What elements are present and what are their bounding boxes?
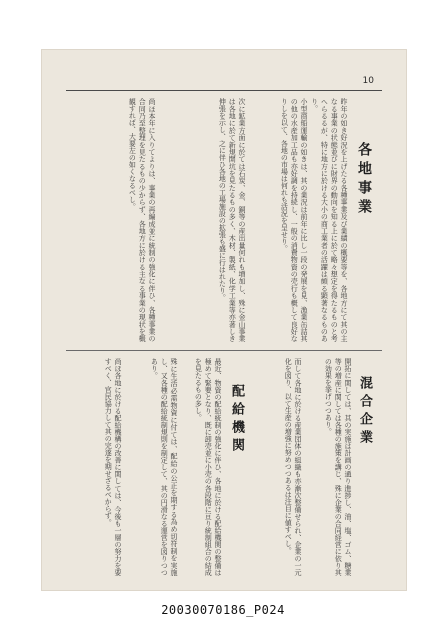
body-column xyxy=(70,98,156,342)
paragraph: 殊に生活必需物資に付ては、配給の公正を期する為め切符制を実施し、又各種の配給統制規則を制定して、其の円滑なる運営を図りつつあり。 xyxy=(150,358,178,576)
paragraph: 昨年の如き好況を上げたる各種事業及び業績の概要等を、各地方にて其の主なる事業の状態並びに財界の動向を知る上に於て略々想定を得たるものと考へらるるが、特に地方に於ける大小の商工業者の活躍は頗る顕著なるものあり。 xyxy=(310,98,348,342)
section-divider xyxy=(66,350,382,351)
paragraph: 尚ほ本年に入りてよりは、事業の再編成並に統制の強化に伴ひ、各種事業の合同乃至整理を見たるもの少からず、各地方に於ける主なる事業の現状を概観すれば、大要左の如くなるべし。 xyxy=(128,98,156,342)
paragraph: 而して各地に於ける産業団体の組織も亦漸次整備せられ、企業の一元化を図り、以て生産の増強に努めつつあるは注目に値すべし。 xyxy=(284,358,302,576)
paragraph: 開拓に関しては、其の実施は計画の通り進捗し、油、塩、ゴム、糖業等の増産に関しては各種の施策を講じ、殊に企業の合同経営に依り其の効果を挙げつつあり。 xyxy=(324,358,352,576)
document-page xyxy=(42,50,406,590)
image-caption: 20030070186_P024 xyxy=(161,603,285,617)
paragraph: 小型商船運輸の如きは、其の業況は前年に比し一段の発展を見、漁業缶詰其の他の水産加工品も亦好調を持続し、一般の消費物資の売行も概して良好なりしを以て、各地の市場は何れも活況を呈せり。 xyxy=(280,98,308,342)
body-column xyxy=(258,358,302,576)
paragraph: 次に鉱業方面に於ては石炭、金、銅等の産出量何れも増加し、殊に金山事業は各地に於て新規開坑を見たるもの多く、木材、製紙、化学工業等亦著しき伸張を示し、之に伴ひ各地の工場施設の拡張も盛に行はれたり。 xyxy=(218,98,246,342)
section-heading-joint: 混合企業 xyxy=(357,376,372,448)
body-column xyxy=(310,98,348,342)
body-column xyxy=(252,98,308,342)
paragraph: 尚ほ各地に於ける配給機構の改善に関しては、今後も一層の努力を要すべく、官民協力して其の完遂を期せざるべからず。 xyxy=(104,358,122,576)
top-rule xyxy=(66,90,382,91)
section-heading-distribution: 配給機関 xyxy=(229,384,244,456)
page-number: 10 xyxy=(362,76,374,86)
paragraph: 最近、物資の配給統制の強化に伴ひ、各地に於ける配給機関の整備は極めて緊要となり、既に卸売並に小売の各段階に亘り統制組合の結成を見たるもの多し。 xyxy=(194,358,222,576)
body-column xyxy=(162,98,246,342)
body-column xyxy=(128,358,178,576)
body-column xyxy=(308,358,352,576)
section-heading-industries: 各地事業 xyxy=(356,142,372,218)
body-column xyxy=(184,358,222,576)
body-column xyxy=(66,358,122,576)
